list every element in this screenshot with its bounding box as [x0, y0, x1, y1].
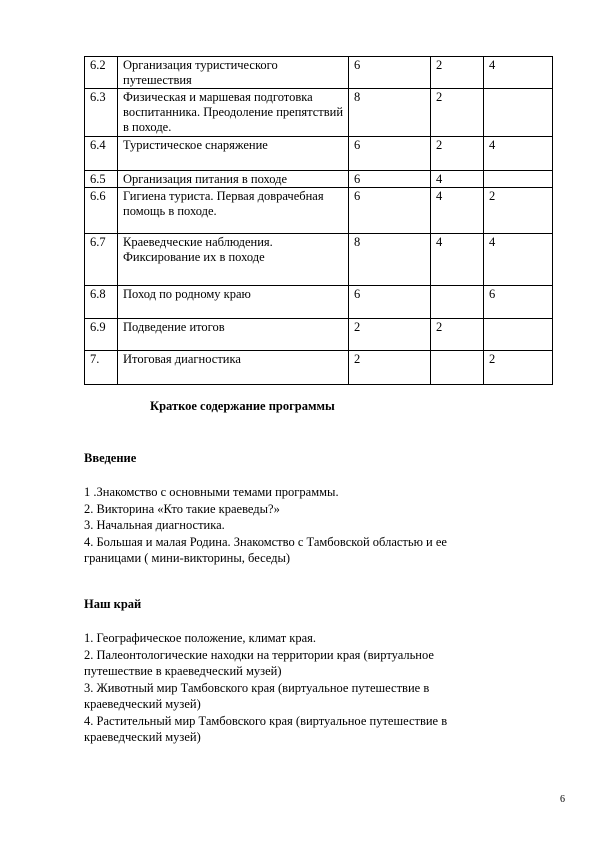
cell-theory-hours: 2	[431, 57, 484, 89]
cell-number: 6.3	[85, 89, 118, 137]
intro-list	[84, 484, 504, 567]
cell-total-hours: 6	[349, 171, 431, 188]
table-row	[85, 286, 553, 319]
cell-number: 6.8	[85, 286, 118, 319]
cell-theory-hours: 4	[431, 234, 484, 286]
cell-number: 7.	[85, 351, 118, 385]
summary-title: Краткое содержание программы	[150, 399, 335, 413]
list-item: 1. Географическое положение, климат края.	[84, 631, 317, 645]
region-list	[84, 630, 504, 746]
cell-total-hours: 8	[349, 89, 431, 137]
cell-number: 6.6	[85, 188, 118, 234]
cell-topic: Краеведческие наблюдения. Фиксирование их в походе	[118, 234, 349, 286]
cell-topic: Физическая и маршевая подготовка воспитанника. Преодоление препятствий в походе.	[118, 89, 349, 137]
list-item: 4. Растительный мир Тамбовского края (виртуальное путешествие в краеведческий музей)	[84, 713, 448, 744]
page-number: 6	[560, 794, 565, 805]
table-row	[85, 188, 553, 234]
cell-theory-hours	[431, 286, 484, 319]
table-row	[85, 234, 553, 286]
cell-total-hours: 6	[349, 188, 431, 234]
cell-practice-hours: 4	[484, 57, 553, 89]
cell-topic: Подведение итогов	[118, 319, 349, 351]
list-item: 2. Палеонтологические находки на территории края (виртуальное путешествие в краеведческий музей)	[84, 647, 434, 678]
cell-total-hours: 6	[349, 286, 431, 319]
table-row	[85, 351, 553, 385]
cell-topic: Организация туристического путешествия	[118, 57, 349, 89]
cell-theory-hours: 4	[431, 188, 484, 234]
cell-number: 6.7	[85, 234, 118, 286]
list-item: 2. Викторина «Кто такие краеведы?»	[84, 501, 280, 516]
cell-theory-hours	[431, 351, 484, 385]
cell-total-hours: 6	[349, 137, 431, 171]
cell-theory-hours: 2	[431, 89, 484, 137]
cell-practice-hours: 4	[484, 234, 553, 286]
list-item: 4. Большая и малая Родина. Знакомство с Тамбовской областью и ее границами ( мини-викторины, беседы)	[84, 534, 447, 565]
cell-topic: Туристическое снаряжение	[118, 137, 349, 171]
cell-topic: Итоговая диагностика	[118, 351, 349, 385]
cell-total-hours: 2	[349, 319, 431, 351]
cell-total-hours: 6	[349, 57, 431, 89]
table-row	[85, 89, 553, 137]
cell-total-hours: 2	[349, 351, 431, 385]
cell-number: 6.9	[85, 319, 118, 351]
cell-number: 6.5	[85, 171, 118, 188]
section-heading-our-region: Наш край	[84, 597, 142, 611]
table-row	[85, 57, 553, 89]
cell-topic: Поход по родному краю	[118, 286, 349, 319]
table-row	[85, 171, 553, 188]
table-row	[85, 137, 553, 171]
cell-number: 6.2	[85, 57, 118, 89]
list-item: 3. Начальная диагностика.	[84, 518, 225, 532]
cell-theory-hours: 4	[431, 171, 484, 188]
cell-theory-hours: 2	[431, 137, 484, 171]
cell-practice-hours: 4	[484, 137, 553, 171]
cell-practice-hours: 2	[484, 188, 553, 234]
cell-topic: Организация питания в походе	[118, 171, 349, 188]
cell-practice-hours	[484, 171, 553, 188]
program-table	[84, 56, 553, 385]
cell-practice-hours: 2	[484, 351, 553, 385]
cell-practice-hours	[484, 89, 553, 137]
cell-topic: Гигиена туриста. Первая доврачебная помощь в походе.	[118, 188, 349, 234]
cell-practice-hours: 6	[484, 286, 553, 319]
cell-total-hours: 8	[349, 234, 431, 286]
cell-theory-hours: 2	[431, 319, 484, 351]
list-item: 3. Животный мир Тамбовского края (виртуальное путешествие в краеведческий музей)	[84, 680, 430, 711]
section-heading-intro: Введение	[84, 451, 137, 465]
cell-number: 6.4	[85, 137, 118, 171]
cell-practice-hours	[484, 319, 553, 351]
list-item: 1 .Знакомство с основными темами программы.	[84, 485, 339, 499]
table-row	[85, 319, 553, 351]
